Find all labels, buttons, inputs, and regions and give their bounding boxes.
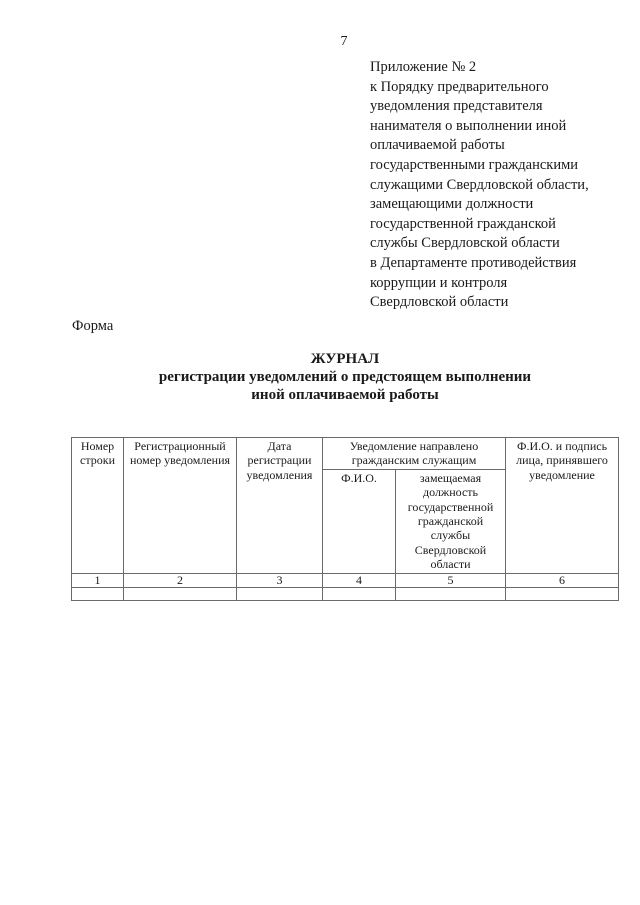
column-number: 4 [323,573,396,587]
appendix-line: в Департаменте противодействия [370,254,577,271]
table-column-numbers-row [72,573,619,587]
column-number: 5 [396,573,506,587]
appendix-line: службы Свердловской области [370,235,560,252]
column-number: 6 [506,573,619,587]
journal-subtitle-line: регистрации уведомлений о предстоящем выполнении [158,369,532,385]
appendix-line: Свердловской области [370,294,509,311]
header-sent-to-position: замещаемая должность государственной гражданской службы Свердловской области [396,469,506,573]
table-cell [72,587,124,600]
journal-title-block [50,350,640,404]
appendix-line: Приложение № 2 [370,59,477,75]
journal-title: ЖУРНАЛ [310,351,380,367]
appendix-line: государственной гражданской [370,215,556,232]
header-receiver: Ф.И.О. и подпись лица, принявшего уведомление [506,438,619,574]
page-number: 7 [340,34,348,49]
table-cell [396,587,506,600]
header-row-number: Номер строки [72,438,124,574]
journal-table [71,437,619,601]
journal-subtitle-line: иной оплачиваемой работы [251,387,439,403]
appendix-line: служащими Свердловской области, [370,176,589,193]
header-sent-to-name: Ф.И.О. [323,469,396,573]
appendix-line: государственными гражданскими [370,156,579,173]
table-cell [124,587,237,600]
form-label: Форма [72,318,114,334]
table-header-row [72,438,619,470]
appendix-line: оплачиваемой работы [370,137,505,154]
appendix-line: к Порядку предварительного [370,78,549,95]
appendix-line: замещающими должности [370,196,534,213]
table-cell [237,587,323,600]
appendix-block [370,58,620,313]
table-empty-row [72,587,619,600]
column-number: 3 [237,573,323,587]
appendix-line: уведомления представителя [370,98,543,115]
table-cell [323,587,396,600]
column-number: 1 [72,573,124,587]
header-registration-date: Дата регистрации уведомления [237,438,323,574]
column-number: 2 [124,573,237,587]
header-sent-to: Уведомление направлено гражданским служащим [323,438,506,470]
appendix-line: коррупции и контроля [370,274,508,291]
table-cell [506,587,619,600]
header-registration-number: Регистрационный номер уведомления [124,438,237,574]
appendix-line: нанимателя о выполнении иной [370,117,567,134]
